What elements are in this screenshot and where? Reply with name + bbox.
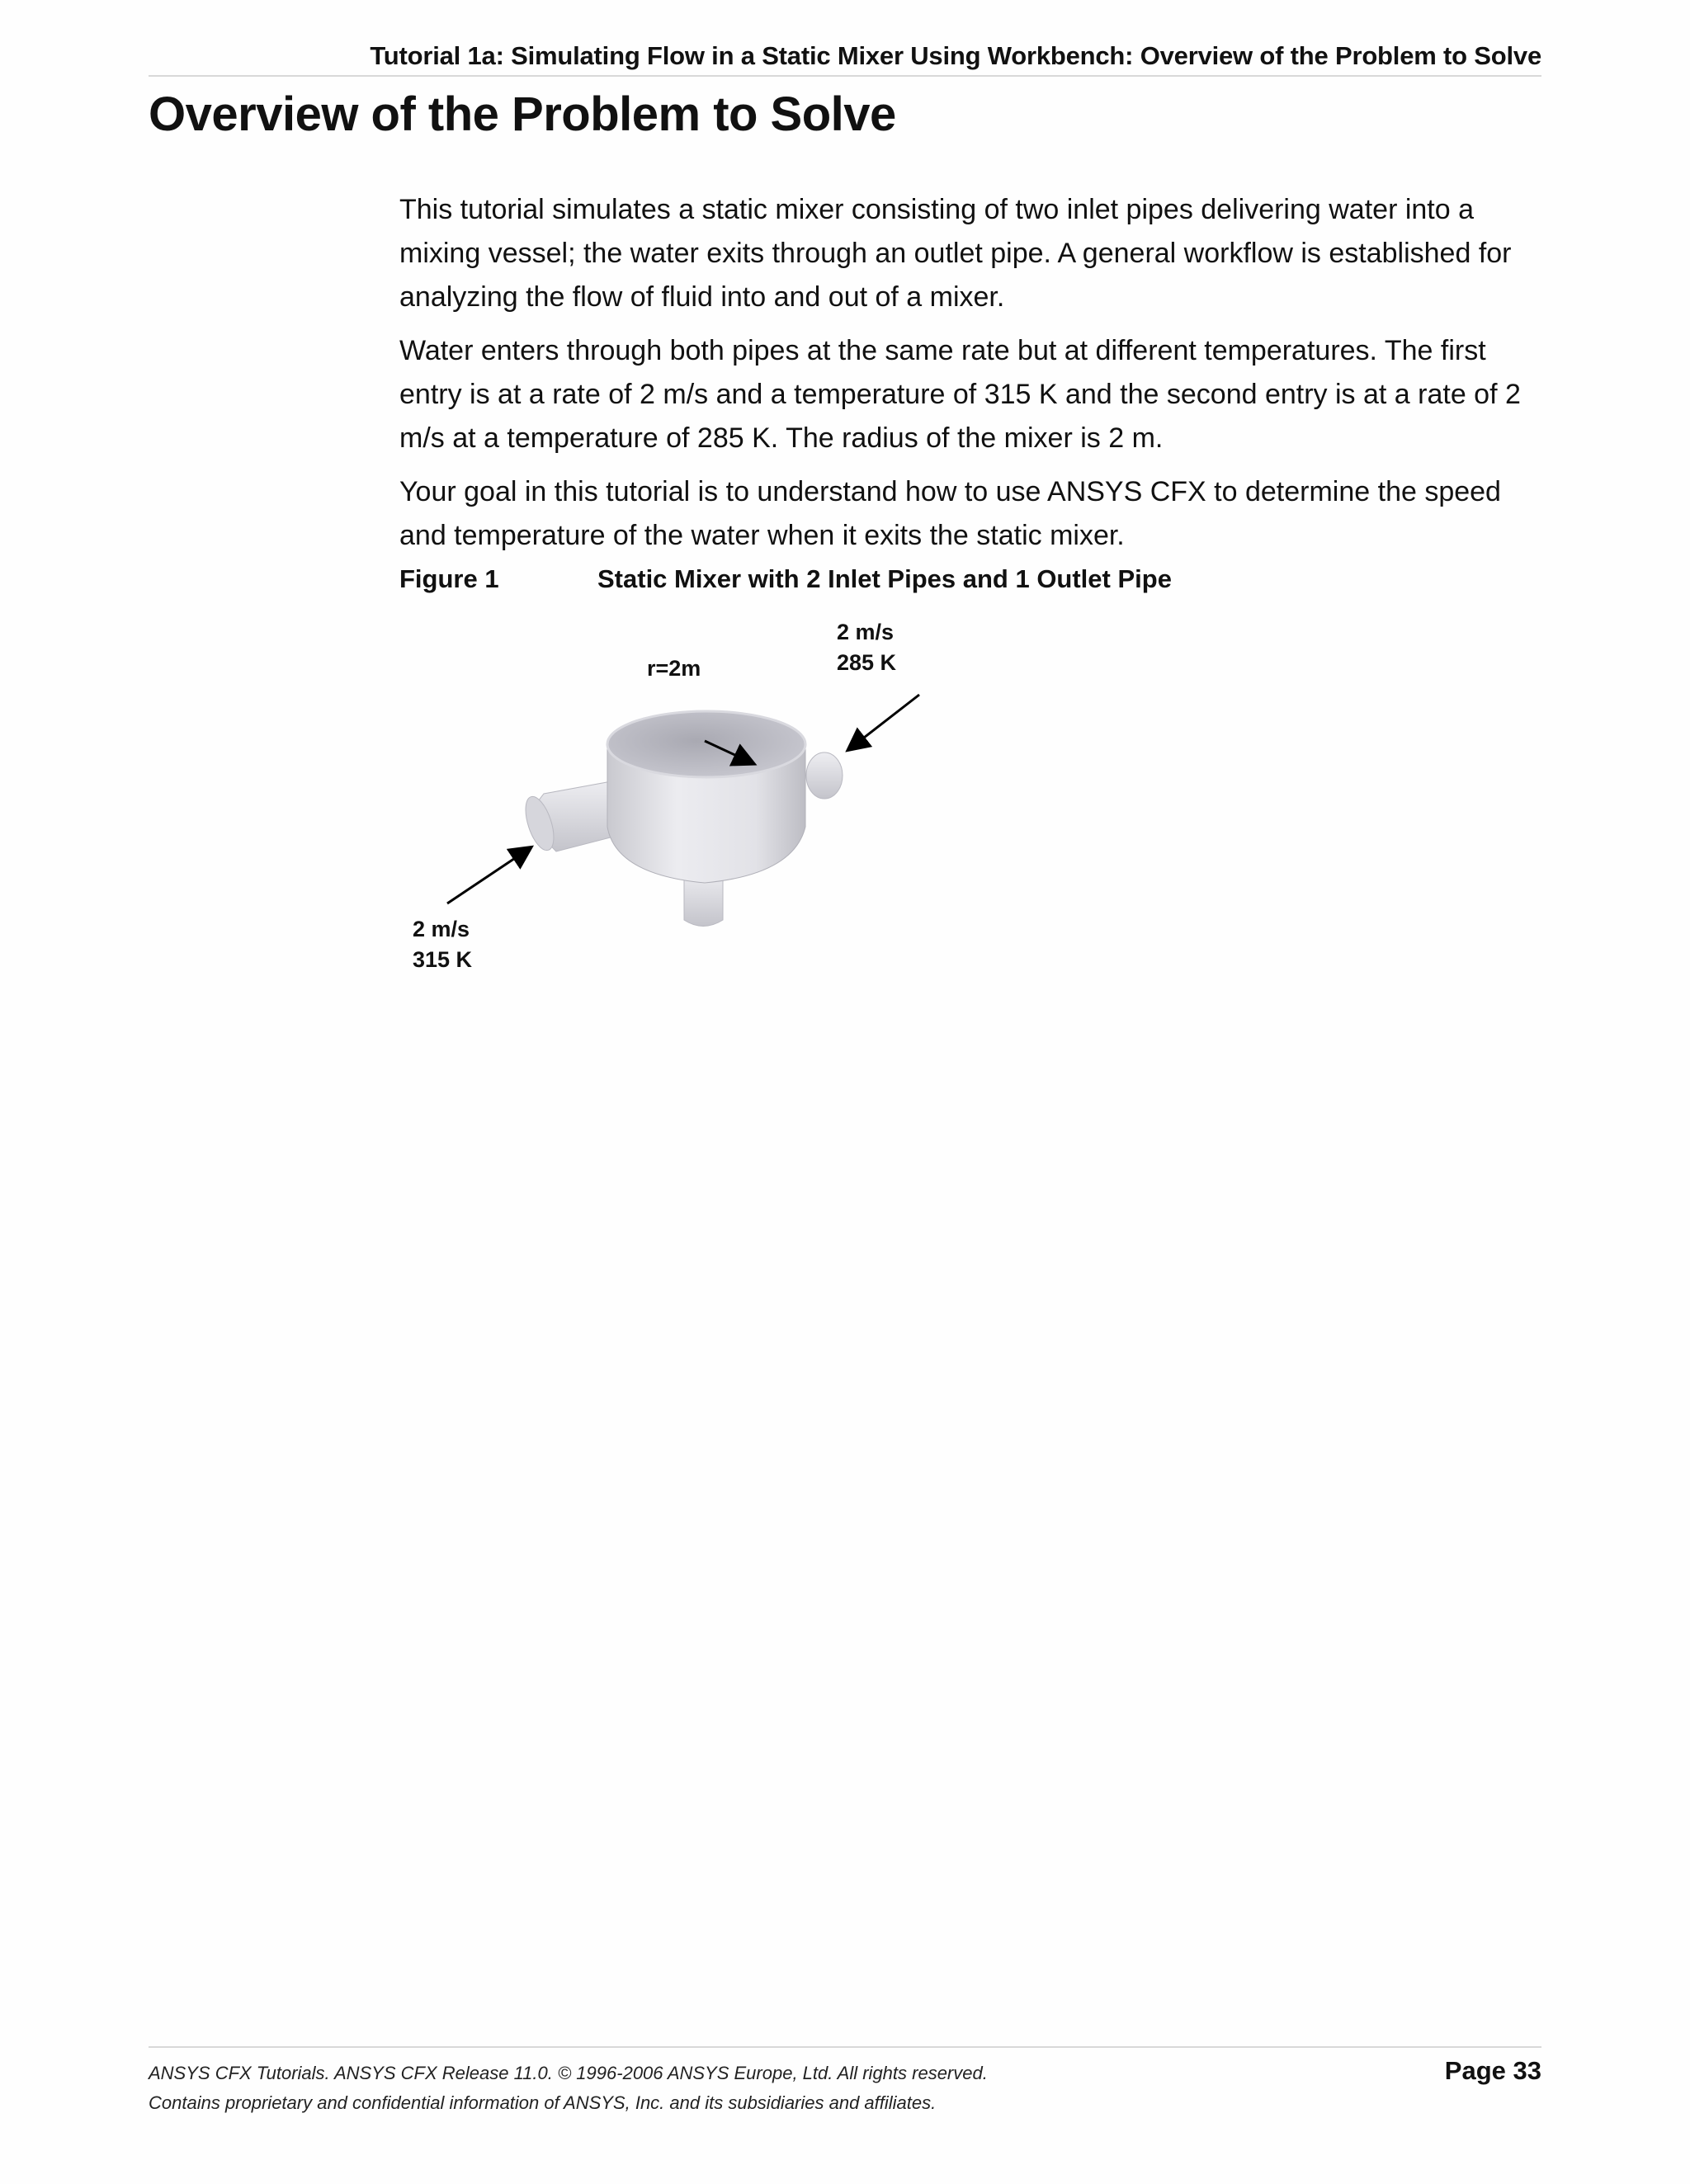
figure-caption — [399, 564, 1172, 594]
running-header: Tutorial 1a: Simulating Flow in a Static Mixer Using Workbench: Overview of the Problem to Solve — [370, 41, 1541, 70]
right-inlet-temperature: 285 K — [837, 650, 897, 675]
radius-label: r=2m — [647, 656, 701, 681]
static-mixer-figure — [399, 611, 977, 990]
right-inlet-arrow — [849, 695, 919, 749]
footer-copyright — [149, 2059, 988, 2118]
right-inlet-pipe — [806, 752, 843, 799]
page-title: Overview of the Problem to Solve — [149, 87, 896, 141]
header-divider — [149, 75, 1541, 77]
right-inlet-label — [837, 617, 896, 678]
mixer-top — [607, 711, 805, 777]
footer-divider — [149, 2046, 1541, 2048]
body-text — [399, 188, 1551, 568]
left-inlet-label — [413, 914, 472, 975]
left-inlet-speed: 2 m/s — [413, 917, 470, 941]
right-inlet-speed: 2 m/s — [837, 620, 895, 644]
figure-number: Figure 1 — [399, 564, 499, 593]
left-inlet-arrow — [447, 848, 530, 903]
paragraph-conditions: Water enters through both pipes at the same rate but at different temperatures. The first entry is at a rate of 2 m/s and a temperature of 315 K and the second entry is at a rate of 2 m/s at a temperature of 285 K. The radius of the mixer is 2 m. — [399, 335, 1521, 454]
footer-line-1: ANSYS CFX Tutorials. ANSYS CFX Release 11.0. © 1996-2006 ANSYS Europe, Ltd. All rights reserved. — [149, 2063, 988, 2083]
figure-title: Static Mixer with 2 Inlet Pipes and 1 Outlet Pipe — [597, 564, 1172, 593]
left-inlet-temperature: 315 K — [413, 947, 473, 972]
page-number: Page 33 — [1444, 2056, 1541, 2085]
paragraph-goal: Your goal in this tutorial is to understand how to use ANSYS CFX to determine the speed and temperature of the water when it exits the static mixer. — [399, 476, 1501, 551]
paragraph-intro: This tutorial simulates a static mixer consisting of two inlet pipes delivering water into a mixing vessel; the water exits through an outlet pipe. A general workflow is established for analyzing the flow of fluid into and out of a mixer. — [399, 194, 1512, 313]
footer-line-2: Contains proprietary and confidential information of ANSYS, Inc. and its subsidiaries and affiliates. — [149, 2092, 937, 2113]
